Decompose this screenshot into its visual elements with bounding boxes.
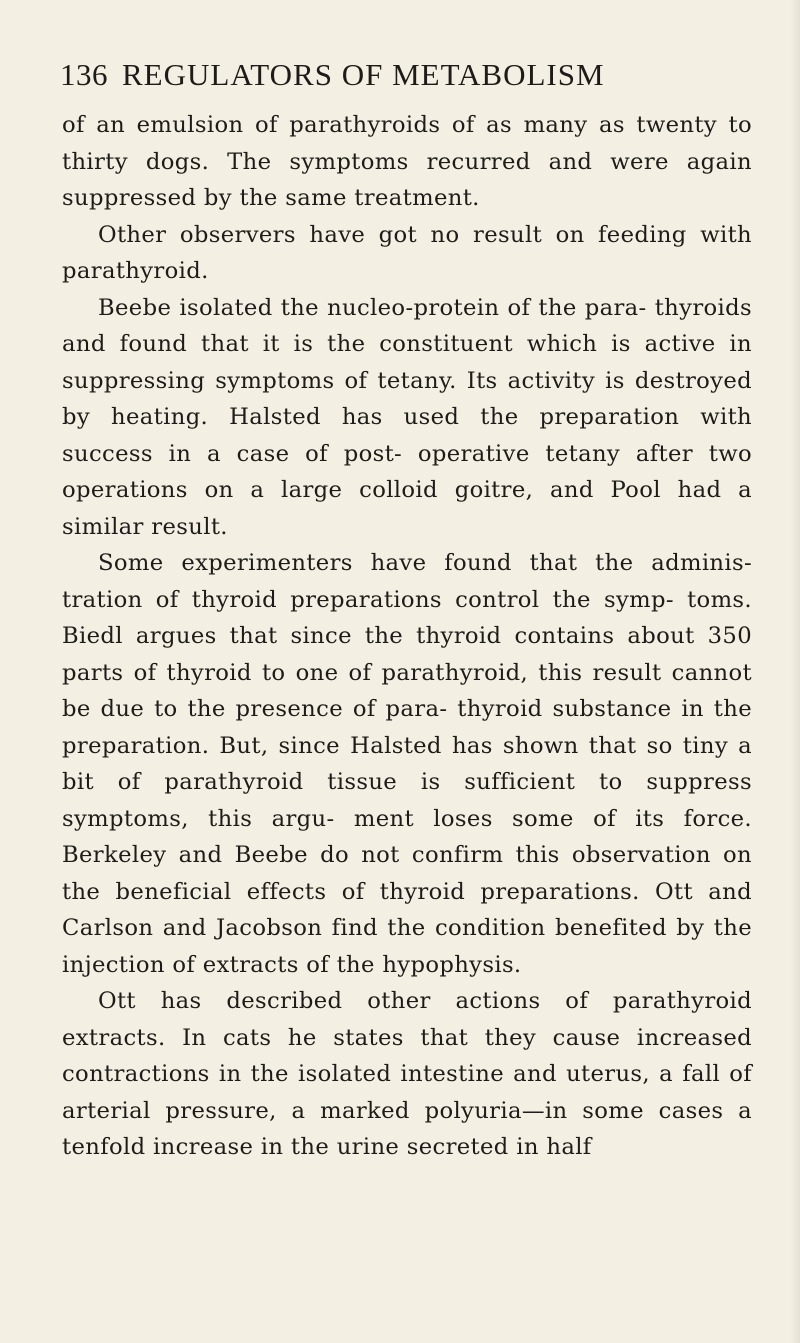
running-head [60,50,760,100]
paragraph-continuation: of an emulsion of parathyroids of as many as twenty to thirty dogs. The symptoms recurred and were again suppressed by the same treatment. [62,112,752,211]
paragraph-beebe: Beebe isolated the nucleo-protein of the para- thyroids and found that it is the constituent which is active in suppressing symptoms of tetany. Its activity is destroyed by heating. Halsted has used the preparation with success in a case of post- operative tetany after two operations on a large colloid goitre, and Pool had a similar result. [62,294,752,540]
paragraph-thyroid-preparations: Some experimenters have found that the adminis- tration of thyroid preparations control the symp- toms. Biedl argues that since the thyroid contains about 350 parts of thyroid to one of parathyroid, this result cannot be due to the presence of para- thyroid substance in the preparation. But, since Halsted has shown that so tiny a bit of parathyroid tissue is sufficient to suppress symptoms, this argu- ment loses some of its force. Berkeley and Beebe do not confirm this observation on the beneficial effects of thyroid preparations. Ott and Carlson and Jacobson find the condition benefited by the injection of extracts of the hypophysis. [62,550,752,978]
page-number: 136 [60,57,108,92]
paragraph-ott-actions: Ott has described other actions of parathyroid extracts. In cats he states that they cause increased contractions in the isolated intestine and uterus, a fall of arterial pressure, a marked polyuria—in some cases a tenfold increase in the urine secreted in half [62,988,752,1160]
running-title: REGULATORS OF METABOLISM [122,57,605,92]
paragraph-other-observers: Other observers have got no result on feeding with parathyroid. [62,221,752,284]
body-text [62,107,752,1166]
page-edge-shadow [790,0,800,1343]
